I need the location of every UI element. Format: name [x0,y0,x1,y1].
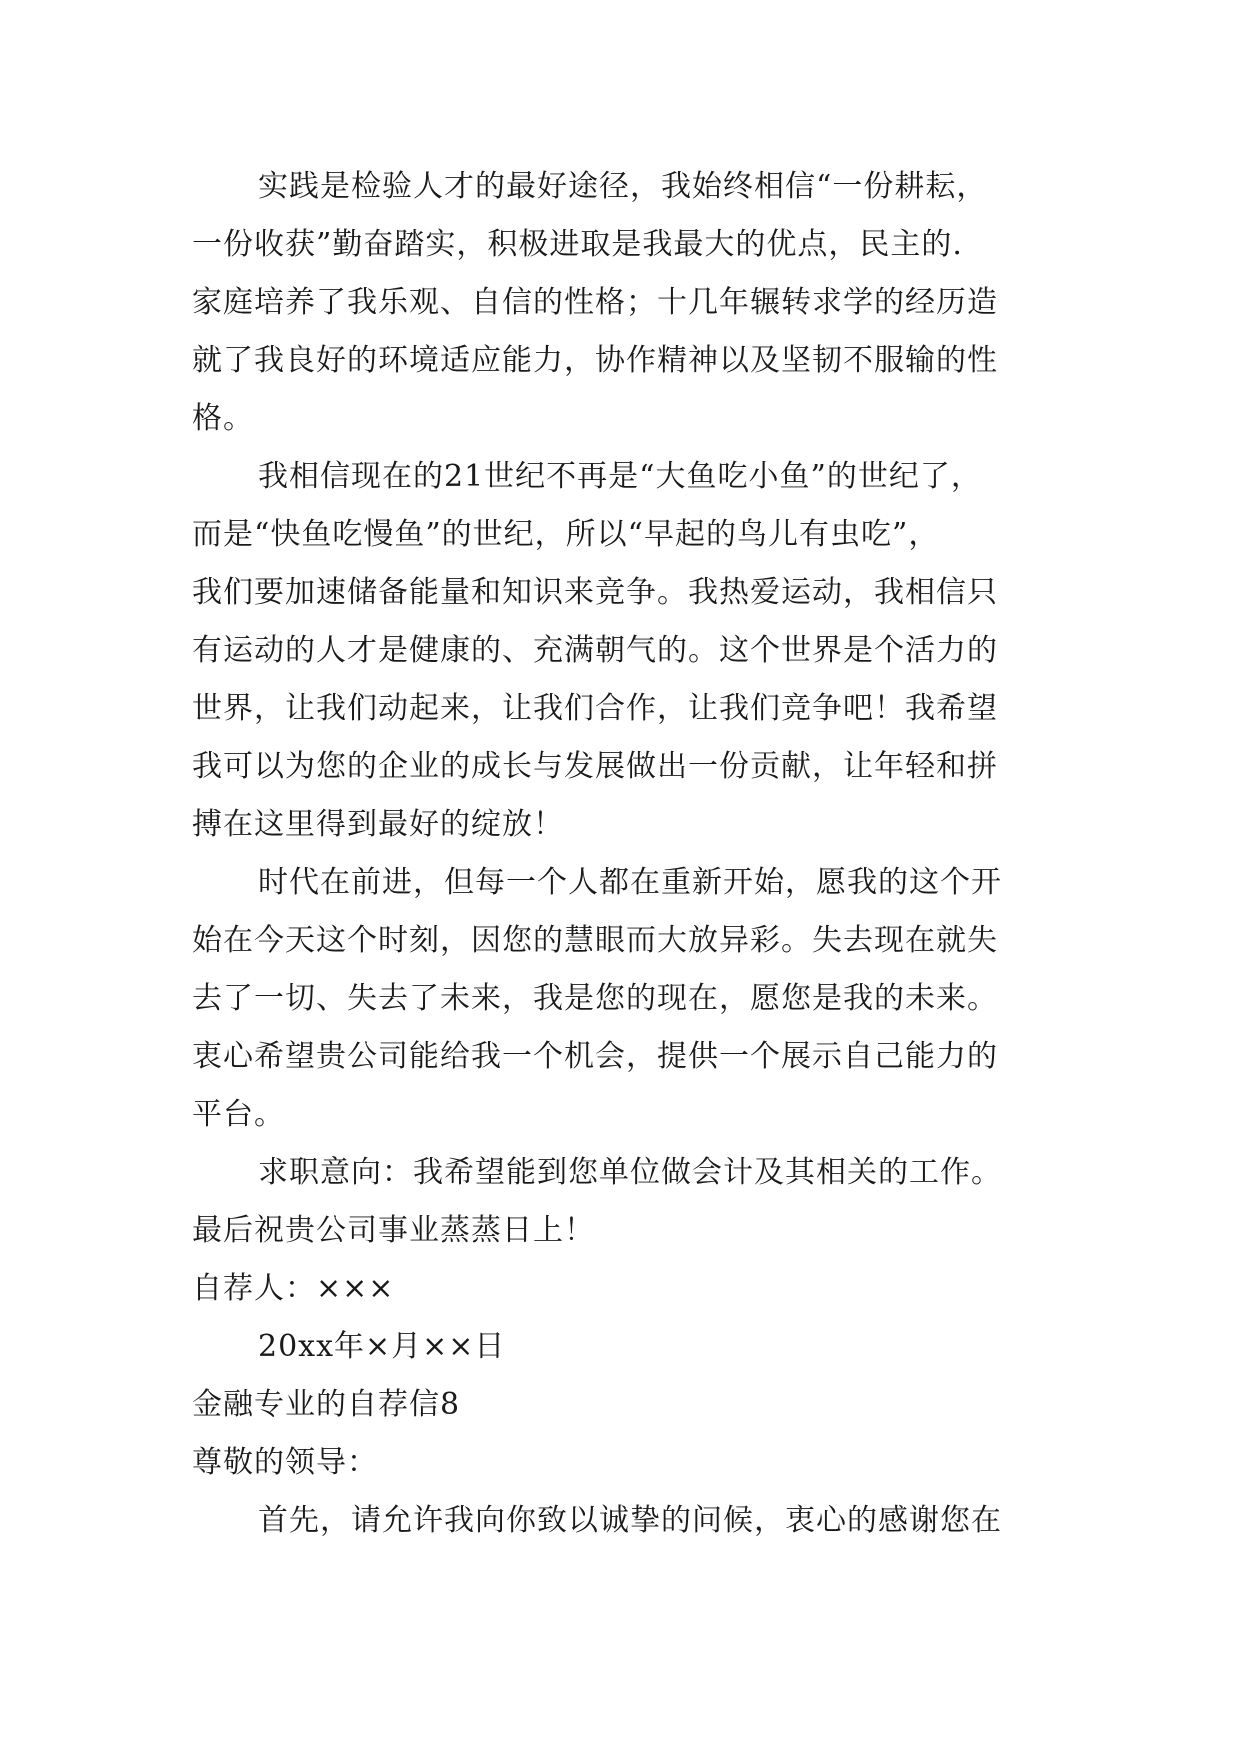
paragraph-2-line-6: 我可以为您的企业的成长与发展做出一份贡献，让年轻和拼 [192,749,998,784]
paragraph-2-line-7: 搏在这里得到最好的绽放！ [192,807,564,842]
paragraph-3-line-4: 衷心希望贵公司能给我一个机会，提供一个展示自己能力的 [192,1039,998,1074]
paragraph-3-line-2: 始在今天这个时刻，因您的慧眼而大放异彩。失去现在就失 [192,923,998,958]
paragraph-4-line-2: 最后祝贵公司事业蒸蒸日上！ [192,1213,595,1248]
paragraph-2-line-5: 世界，让我们动起来，让我们合作，让我们竞争吧！我希望 [192,691,998,726]
paragraph-1-line-2: 一份收获”勤奋踏实，积极进取是我最大的优点，民主的. [192,227,963,262]
paragraph-4-line-1: 求职意向：我希望能到您单位做会计及其相关的工作。 [258,1155,1002,1190]
paragraph-2-line-2: 而是“快鱼吃慢鱼”的世纪，所以“早起的鸟儿有虫吃”， [192,517,940,552]
paragraph-2-line-4: 有运动的人才是健康的、充满朝气的。这个世界是个活力的 [192,633,998,668]
paragraph-1-line-5: 格。 [192,401,254,436]
salutation: 尊敬的领导： [192,1445,378,1480]
paragraph-5-line-1: 首先，请允许我向你致以诚挚的问候，衷心的感谢您在 [258,1503,1002,1538]
paragraph-2-line-3: 我们要加速储备能量和知识来竞争。我热爱运动，我相信只 [192,575,998,610]
signature-line: 自荐人：××× [192,1271,395,1306]
paragraph-3-line-3: 去了一切、失去了未来，我是您的现在，愿您是我的未来。 [192,981,998,1016]
section-title: 金融专业的自荐信8 [192,1387,461,1422]
paragraph-1-line-3: 家庭培养了我乐观、自信的性格；十几年辗转求学的经历造 [192,285,998,320]
paragraph-2-line-1: 我相信现在的21世纪不再是“大鱼吃小鱼”的世纪了， [258,459,982,494]
paragraph-3-line-5: 平台。 [192,1097,285,1132]
date-line: 20xx年×月××日 [258,1329,506,1364]
paragraph-1-line-4: 就了我良好的环境适应能力，协作精神以及坚韧不服输的性 [192,343,998,378]
paragraph-1-line-1: 实践是检验人才的最好途径，我始终相信“一份耕耘， [258,169,988,204]
paragraph-3-line-1: 时代在前进，但每一个人都在重新开始，愿我的这个开 [258,865,1002,900]
